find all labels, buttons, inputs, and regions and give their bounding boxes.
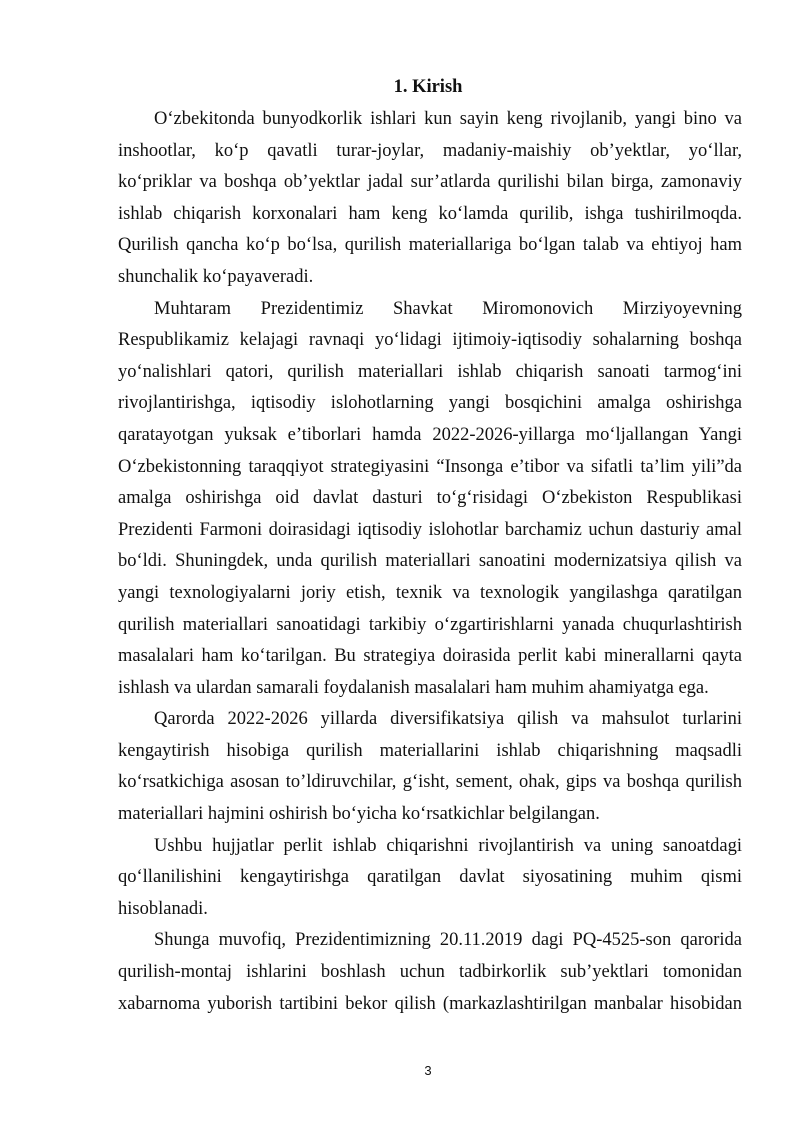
- paragraph-line: yangi texnologiyalarni joriy etish, texnik va texnologik yangilashga qaratilgan: [118, 582, 742, 603]
- paragraph-line: Prezidenti Farmoni doirasidagi iqtisodiy islohotlar barchamiz uchun dasturiy amal: [118, 519, 742, 540]
- paragraph-line: amalga oshirishga oid davlat dasturi to‘g‘risidagi O‘zbekiston Respublikasi: [118, 488, 742, 509]
- section-heading: 1. Kirish: [393, 77, 463, 97]
- paragraph: [118, 294, 742, 705]
- paragraph-line: yo‘nalishlari qatori, qurilish materiallari ishlab chiqarish sanoati tarmog‘ini: [118, 361, 742, 382]
- paragraph-line: O‘zbekistonning taraqqiyot strategiyasini “Insonga e’tibor va sifatli ta’lim yili”da: [118, 456, 742, 477]
- paragraph-line: qurilish materiallari sanoatidagi tarkibiy o‘zgartirishlarni yanada chuqurlashtirish: [118, 614, 742, 635]
- paragraph-line: shunchalik ko‘payaveradi.: [118, 266, 314, 287]
- paragraph-line: rivojlantirishga, iqtisodiy islohotlarning yangi bosqichini amalga oshirishga: [118, 393, 742, 414]
- body-text: [118, 104, 742, 1020]
- paragraph: [118, 831, 742, 926]
- paragraph-line: ko‘rsatkichiga asosan to’ldiruvchilar, g‘isht, sement, ohak, gips va boshqa qurilish: [118, 772, 742, 793]
- paragraph-line: qurilish-montaj ishlarini boshlash uchun tadbirkorlik sub’yektlari tomonidan: [118, 962, 742, 983]
- paragraph: [118, 925, 742, 1020]
- paragraph: [118, 704, 742, 830]
- paragraph-line: Qurilish qancha ko‘p bo‘lsa, qurilish materiallariga bo‘lgan talab va ehtiyoj ham: [118, 235, 742, 256]
- paragraph-line: qo‘llanilishini kengaytirishga qaratilgan davlat siyosatining muhim qismi: [118, 867, 742, 888]
- paragraph-line: ko‘priklar va boshqa ob’yektlar jadal sur’atlarda qurilishi bilan birga, zamonaviy: [118, 172, 742, 193]
- page-number: 3: [424, 1063, 432, 1078]
- paragraph: [118, 104, 742, 294]
- paragraph-line: Respublikamiz kelajagi ravnaqi yo‘lidagi ijtimoiy-iqtisodiy sohalarning boshqa: [118, 330, 742, 351]
- paragraph-line: Ushbu hujjatlar perlit ishlab chiqarishni rivojlantirish va uning sanoatdagi: [154, 835, 742, 856]
- paragraph-line: ishlab chiqarish korxonalari ham keng ko‘lamda qurilib, ishga tushirilmoqda.: [118, 203, 742, 224]
- paragraph-line: qaratayotgan yuksak e’tiborlari hamda 2022-2026-yillarga mo‘ljallangan Yangi: [118, 424, 742, 445]
- paragraph-line: kengaytirish hisobiga qurilish materiallarini ishlab chiqarishning maqsadli: [118, 740, 742, 761]
- paragraph-line: Muhtaram Prezidentimiz Shavkat Miromonovich Mirziyoyevning: [154, 298, 742, 319]
- paragraph-line: materiallari hajmini oshirish bo‘yicha ko‘rsatkichlar belgilangan.: [118, 804, 600, 825]
- paragraph-line: Shunga muvofiq, Prezidentimizning 20.11.2019 dagi PQ-4525-son qarorida: [154, 930, 742, 951]
- paragraph-line: masalalari ham ko‘tarilgan. Bu strategiya doirasida perlit kabi minerallarni qayta: [118, 646, 742, 667]
- paragraph-line: O‘zbekitonda bunyodkorlik ishlari kun sayin keng rivojlanib, yangi bino va: [154, 109, 742, 129]
- paragraph-line: xabarnoma yuborish tartibini bekor qilish (markazlashtirilgan manbalar hisobidan: [118, 993, 742, 1014]
- paragraph-line: bo‘ldi. Shuningdek, unda qurilish materiallari sanoatini modernizatsiya qilish va: [118, 551, 742, 572]
- paragraph-line: hisoblanadi.: [118, 898, 208, 919]
- paragraph-line: inshootlar, ko‘p qavatli turar-joylar, madaniy-maishiy ob’yektlar, yo‘llar,: [118, 140, 742, 161]
- paragraph-line: ishlash va ulardan samarali foydalanish masalalari ham muhim ahamiyatga ega.: [118, 677, 709, 698]
- paragraph-line: Qarorda 2022-2026 yillarda diversifikatsiya qilish va mahsulot turlarini: [154, 709, 742, 730]
